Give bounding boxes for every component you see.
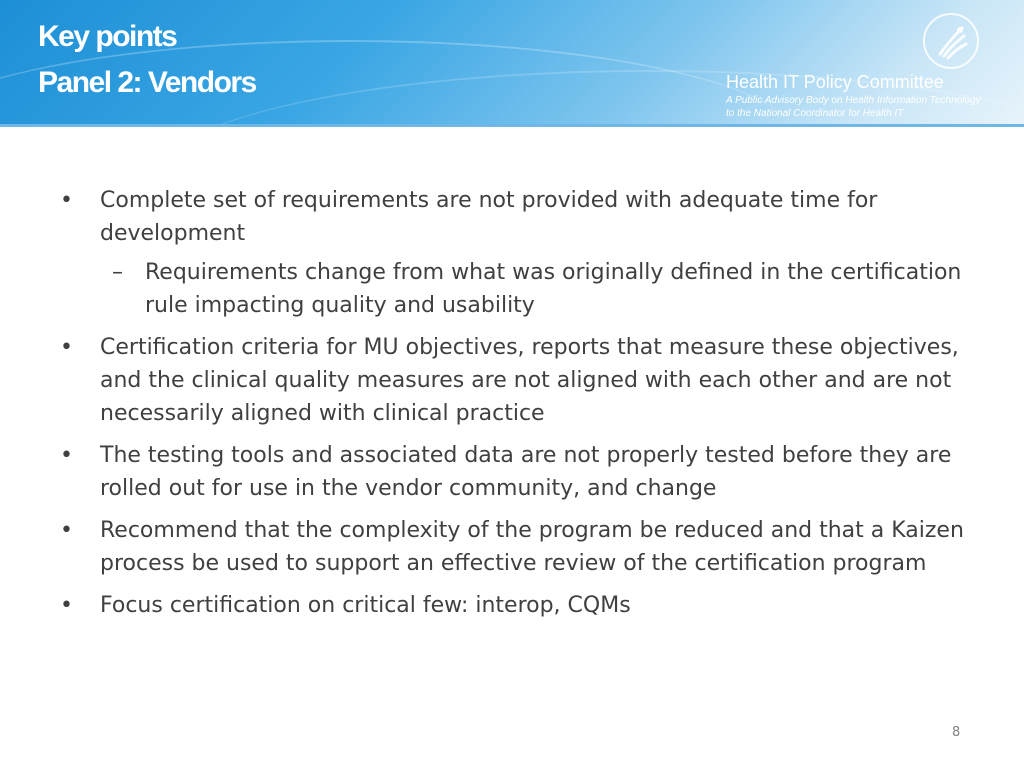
bullet-text: Focus certification on critical few: interop, CQMs [100, 593, 631, 618]
bullet-marker: • [60, 335, 73, 360]
bullet-marker: • [60, 593, 73, 618]
committee-tagline-line2: to the National Coordinator for Health IT [726, 108, 904, 119]
committee-name: Health IT Policy Committee [726, 72, 944, 92]
bullet-marker: • [60, 443, 73, 468]
slide-number: 8 [952, 725, 961, 740]
bullet-marker: • [60, 188, 73, 213]
sub-bullet-item [100, 256, 980, 322]
bullet-text: Certification criteria for MU objectives, reports that measure these objectives, and the clinical quality measures are not aligned with each other and are not necessarily aligned with clinical practice [100, 335, 959, 426]
header-divider [0, 124, 1024, 127]
bullet-item [60, 331, 980, 430]
bullet-list [60, 184, 980, 622]
slide-header-banner [0, 0, 1024, 127]
committee-tagline [726, 94, 981, 120]
bullet-text: Recommend that the complexity of the program be reduced and that a Kaizen process be used to support an effective review of the certification program [100, 518, 964, 576]
bullet-item [60, 514, 980, 580]
committee-tagline-line1: A Public Advisory Body on Health Information Technology [726, 95, 981, 106]
sub-bullet-marker: – [112, 260, 123, 285]
hhs-eagle-logo [920, 10, 982, 72]
bullet-item [60, 184, 980, 250]
slide-title-line2: Panel 2: Vendors [38, 66, 256, 99]
bullet-text: Complete set of requirements are not provided with adequate time for development [100, 188, 878, 246]
bullet-marker: • [60, 518, 73, 543]
bullet-text: The testing tools and associated data are not properly tested before they are rolled out for use in the vendor community, and change [100, 443, 952, 501]
bullet-item [60, 589, 980, 622]
slide-title [38, 14, 256, 106]
bullet-item [60, 439, 980, 505]
slide-title-line1: Key points [38, 20, 177, 53]
sub-bullet-text: Requirements change from what was originally defined in the certification rule impacting quality and usability [145, 260, 962, 318]
